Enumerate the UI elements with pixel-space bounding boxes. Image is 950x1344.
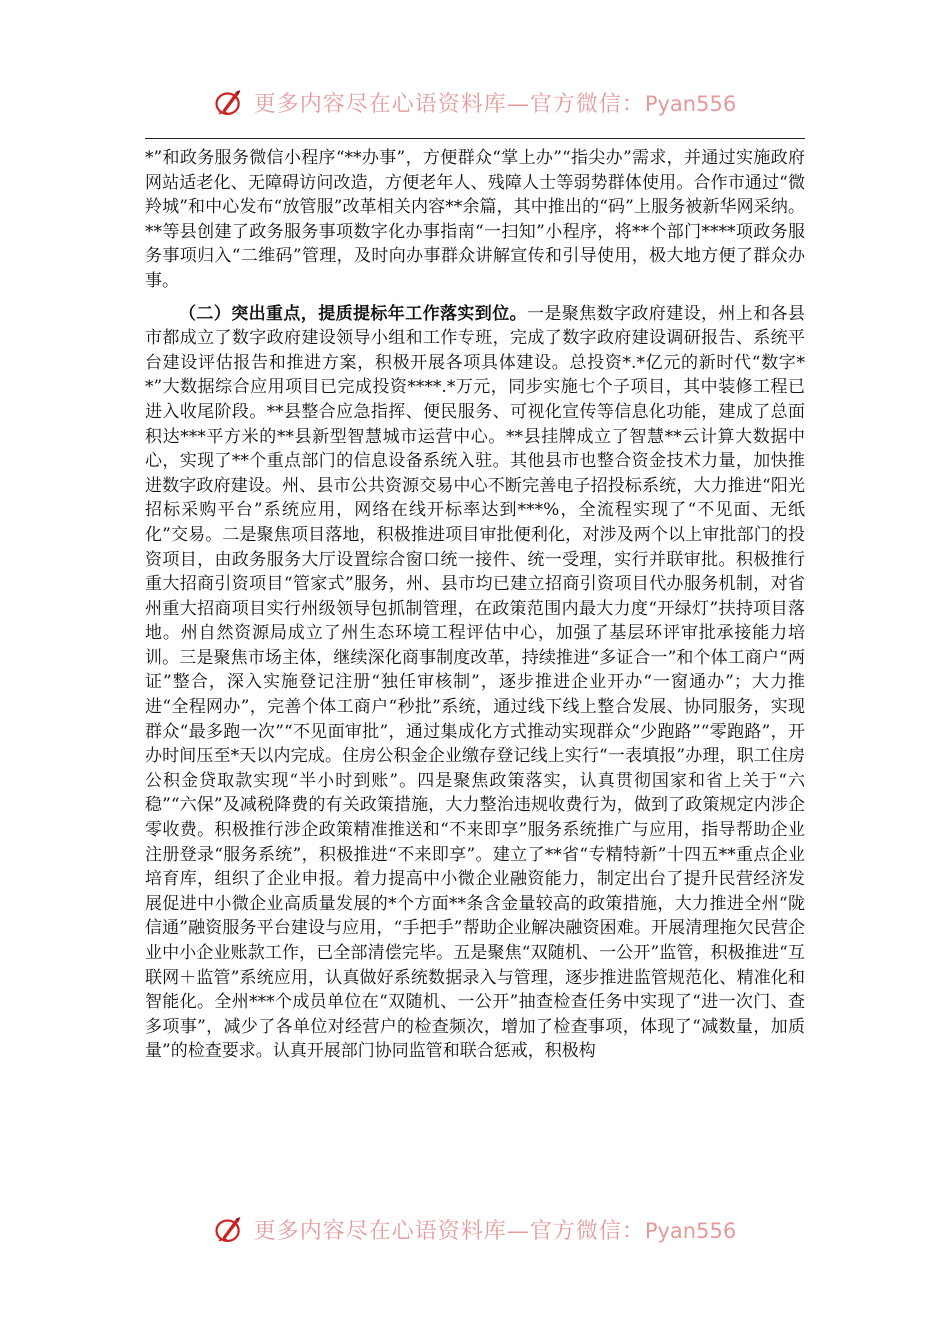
header-brand-text: 更多内容尽在心语资料库	[253, 91, 507, 117]
footer-banner	[0, 1207, 950, 1251]
header-official-label: 官方微信：	[529, 91, 645, 117]
pen-logo-icon	[214, 85, 248, 119]
footer-banner-content	[214, 1212, 736, 1246]
header-banner	[0, 80, 950, 124]
footer-brand-text: 更多内容尽在心语资料库	[253, 1218, 507, 1244]
header-banner-text	[254, 87, 736, 118]
header-divider	[145, 138, 805, 139]
paragraph-2-heading: （二）突出重点，提质提标年工作落实到位。	[179, 303, 527, 324]
footer-handle: Pyan556	[644, 1218, 737, 1243]
document-body	[145, 146, 805, 1064]
footer-official-label: 官方微信：	[529, 1218, 645, 1244]
header-separator: —	[506, 91, 530, 117]
header-handle: Pyan556	[644, 91, 737, 116]
paragraph-1: *”和政务服务微信小程序“**办事”，方便群众“掌上办”“指尖办”需求，并通过实施政府网站适老化、无障碍访问改造，方便老年人、残障人士等弱势群体使用。合作市通过“微羚城”和中心发布“放管服”改革相关内容**余篇，其中推出的“码”上服务被新华网采纳。**等县创建了政务服务事项数字化办事指南“一扫知”小程序，将**个部门****项政务服务事项归入“二维码”管理，及时向办事群众讲解宣传和引导使用，极大地方便了群众办事。	[145, 148, 805, 291]
footer-separator: —	[506, 1218, 530, 1244]
header-banner-content	[214, 85, 736, 119]
paragraph-2-body: 一是聚焦数字政府建设，州上和各县市都成立了数字政府建设领导小组和工作专班，完成了数字政府建设调研报告、系统平台建设评估报告和推进方案，积极开展各项具体建设。总投资*.*亿元的新时代“数字**”大数据综合应用项目已完成投资****.*万元，同步实施七个子项目，其中装修工程已进入收尾阶段。**县整合应急指挥、便民服务、可视化宣传等信息化功能，建成了总面积达***平方米的**县新型智慧城市运营中心。**县挂牌成立了智慧**云计算大数据中心，实现了**个重点部门的信息设备系统入驻。其他县市也整合资金技术力量，加快推进数字政府建设。州、县市公共资源交易中心不断完善电子招投标系统，大力推进“阳光招标采购平台”系统应用，网络在线开标率达到***%，全流程实现了“不见面、无纸化”交易。二是聚焦项目落地，积极推进项目审批便利化，对涉及两个以上审批部门的投资项目，由政务服务大厅设置综合窗口统一接件、统一受理，实行并联审批。积极推行重大招商引资项目“管家式”服务，州、县市均已建立招商引资项目代办服务机制，对省州重大招商项目实行州级领导包抓制管理，在政策范围内最大力度“开绿灯”扶持项目落地。州自然资源局成立了州生态环境工程评估中心，加强了基层环评审批承接能力培训。三是聚焦市场主体，继续深化商事制度改革，持续推进“多证合一”和个体工商户“两证”整合，深入实施登记注册“独任审核制”，逐步推进企业开办“一窗通办”；大力推进“全程网办”，完善个体工商户“秒批”系统，通过线下线上整合发展、协同服务，实现群众“最多跑一次”“不见面审批”，通过集成化方式推动实现群众“少跑路”“零跑路”，开办时间压至*天以内完成。住房公积金企业缴存登记线上实行“一表填报”办理，职工住房公积金贷取款实现“半小时到账”。四是聚焦政策落实，认真贯彻国家和省上关于“六稳”“六保”及减税降费的有关政策措施，大力整治违规收费行为，做到了政策规定内涉企零收费。积极推行涉企政策精准推送和“不来即享”服务系统推广与应用，指导帮助企业注册登录“服务系统”，积极推进“不来即享”。建立了**省“专精特新”十四五**重点企业培育库，组织了企业申报。着力提高中小微企业融资能力，制定出台了提升民营经济发展促进中小微企业高质量发展的*个方面**条含金量较高的政策措施，大力推进全州“陇信通”融资服务平台建设与应用，“手把手”帮助企业解决融资困难。开展清理拖欠民营企业中小企业账款工作，已全部清偿完毕。五是聚焦“双随机、一公开”监管，积极推进“互联网＋监管”系统应用，认真做好系统数据录入与管理，逐步推进监管规范化、精准化和智能化。全州***个成员单位在“双随机、一公开”抽查检查任务中实现了“进一次门、查多项事”，减少了各单位对经营户的检查频次，增加了检查事项，体现了“减数量，加质量”的检查要求。认真开展部门协同监管和联合惩戒，积极构	[145, 303, 805, 1062]
paragraph-2	[145, 302, 805, 1064]
pen-logo-icon	[214, 1212, 248, 1246]
footer-banner-text	[254, 1214, 736, 1245]
